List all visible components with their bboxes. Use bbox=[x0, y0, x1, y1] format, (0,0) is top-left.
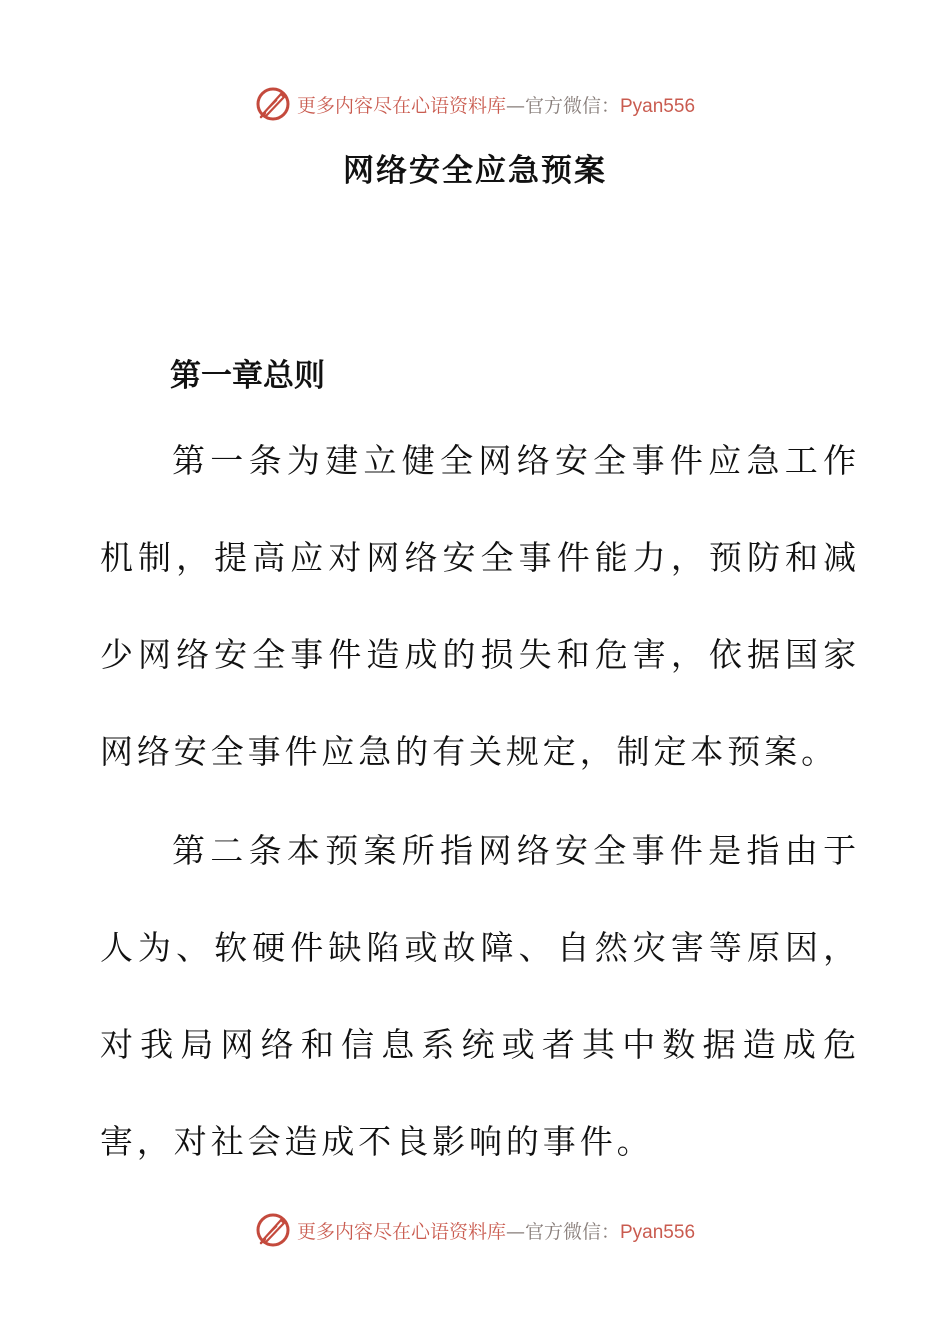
chapter-heading: 第一章总则 bbox=[170, 358, 325, 394]
banner-main-text: 更多内容尽在心语资料库 bbox=[296, 1220, 506, 1243]
banner-wechat-id: Pyan556 bbox=[620, 95, 696, 117]
banner-separator: — bbox=[505, 94, 525, 117]
banner-text bbox=[297, 91, 695, 118]
banner-text bbox=[297, 1217, 695, 1244]
document-title: 网络安全应急预案 bbox=[343, 153, 607, 189]
banner-separator: — bbox=[505, 1220, 525, 1243]
footer-banner bbox=[0, 1208, 950, 1252]
banner-wechat-label: 官方微信： bbox=[524, 1220, 620, 1243]
article-paragraph: 第二条本预案所指网络安全事件是指由于人为、软硬件缺陷或故障、自然灾害等原因，对我局网络和信息系统或者其中数据造成危害，对社会造成不良影响的事件。 bbox=[100, 831, 860, 1161]
banner-wechat-label: 官方微信： bbox=[524, 94, 620, 117]
banner-main-text: 更多内容尽在心语资料库 bbox=[296, 94, 506, 117]
quill-pen-logo-icon bbox=[255, 86, 291, 122]
header-banner bbox=[0, 82, 950, 126]
article-paragraph: 第一条为建立健全网络安全事件应急工作机制，提高应对网络安全事件能力，预防和减少网络安全事件造成的损失和危害，依据国家网络安全事件应急的有关规定，制定本预案。 bbox=[100, 441, 860, 771]
quill-pen-logo-icon bbox=[255, 1212, 291, 1248]
banner-wechat-id: Pyan556 bbox=[620, 1221, 696, 1243]
